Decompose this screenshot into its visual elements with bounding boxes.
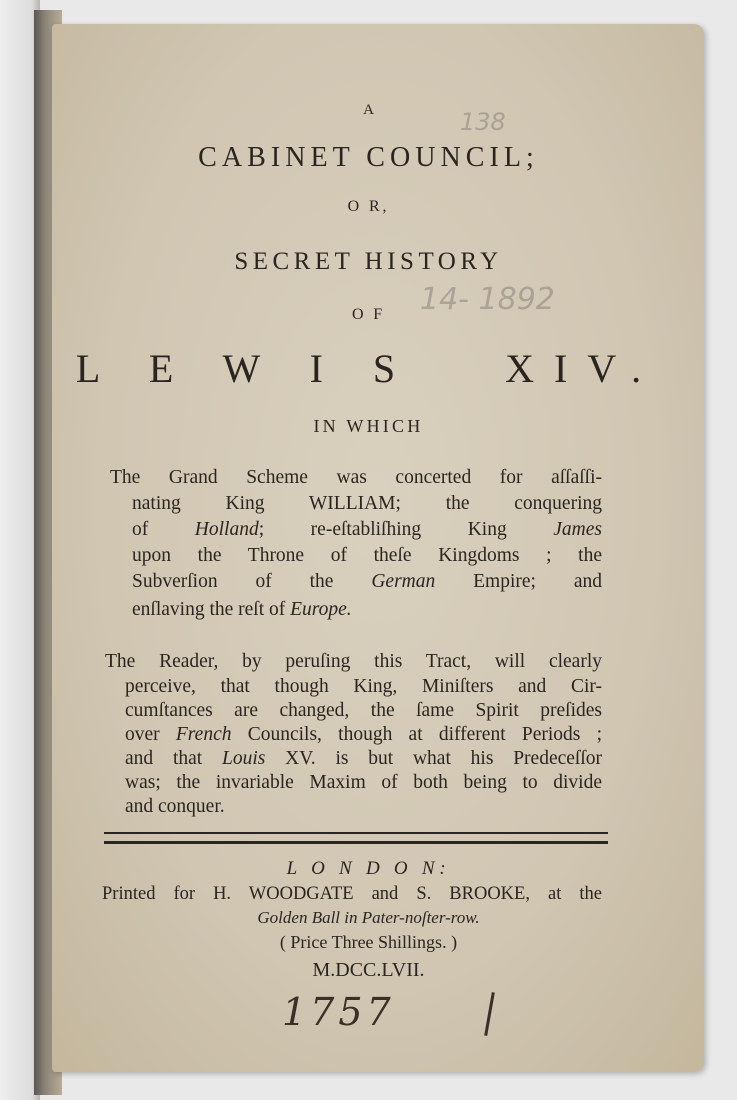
text-segment: ; re-eſtabliſhing King: [258, 519, 554, 540]
text-line: [125, 796, 225, 818]
price: ( Price Three Shillings. ): [279, 932, 458, 952]
text-segment: was; the invariable Maxim of both being to divide: [125, 772, 602, 793]
date-roman: M.DCC.LVII.: [312, 959, 425, 981]
text-segment: cumſtances are changed, the ſame Spirit preſides: [125, 700, 602, 721]
italic-segment: Europe.: [290, 599, 352, 620]
text-line: [132, 599, 352, 621]
italic-segment: James: [553, 519, 602, 540]
title-line-2: SECRET HISTORY: [234, 248, 503, 275]
italic-segment: Holland: [194, 519, 259, 540]
text-segment: XV. is but what his Predeceſſor: [265, 748, 602, 769]
text-segment: nating King WILLIAM; the conquering: [132, 493, 602, 514]
text-line: [132, 571, 602, 593]
text-line: [125, 724, 602, 746]
text-line: [125, 676, 602, 698]
text-segment: and conquer.: [125, 796, 225, 817]
text-line: [110, 467, 602, 489]
italic-segment: French: [175, 724, 232, 745]
text-segment: of: [132, 519, 195, 540]
italic-segment: Louis: [221, 748, 266, 769]
text-line: [132, 493, 602, 515]
title-article: A: [363, 102, 374, 118]
double-rule-top: [104, 832, 608, 834]
title-or: O R,: [347, 198, 390, 215]
title-line-1: CABINET COUNCIL;: [198, 142, 539, 173]
text-segment: and that: [125, 748, 222, 769]
pencil-note: 14- 1892: [420, 282, 555, 317]
imprint-printed-for: Printed for H. WOODGATE and S. BROOKE, at the: [102, 884, 602, 904]
text-line: [132, 545, 602, 567]
title-line-3: L E W I S XIV.: [75, 346, 662, 391]
pencil-note-top: 138: [460, 108, 506, 136]
text-segment: over: [125, 724, 176, 745]
in-which: IN WHICH: [313, 416, 424, 436]
text-line: [105, 651, 602, 673]
italic-segment: German: [371, 571, 436, 592]
text-segment: Subverſion of the: [132, 571, 372, 592]
text-line: [125, 748, 602, 770]
text-segment: Councils, though at different Periods ;: [231, 724, 602, 745]
text-segment: perceive, that though King, Miniſters and Cir-: [125, 676, 602, 697]
handwritten-year: 1757: [282, 990, 395, 1034]
imprint-address: Golden Ball in Pater-noſter-row.: [257, 908, 480, 927]
text-segment: Empire; and: [435, 571, 602, 592]
text-line: [132, 519, 602, 541]
text-segment: enſlaving the reſt of: [132, 599, 291, 620]
double-rule-bottom: [104, 841, 608, 844]
text-line: [125, 700, 602, 722]
text-line: [125, 772, 602, 794]
text-segment: The Grand Scheme was concerted for aſſaſſi-: [110, 467, 602, 488]
imprint-city: L O N D O N:: [286, 858, 451, 879]
title-of: O F: [351, 306, 386, 323]
text-segment: upon the Throne of theſe Kingdoms ; the: [132, 545, 602, 566]
text-segment: The Reader, by peruſing this Tract, will clearly: [105, 651, 602, 672]
